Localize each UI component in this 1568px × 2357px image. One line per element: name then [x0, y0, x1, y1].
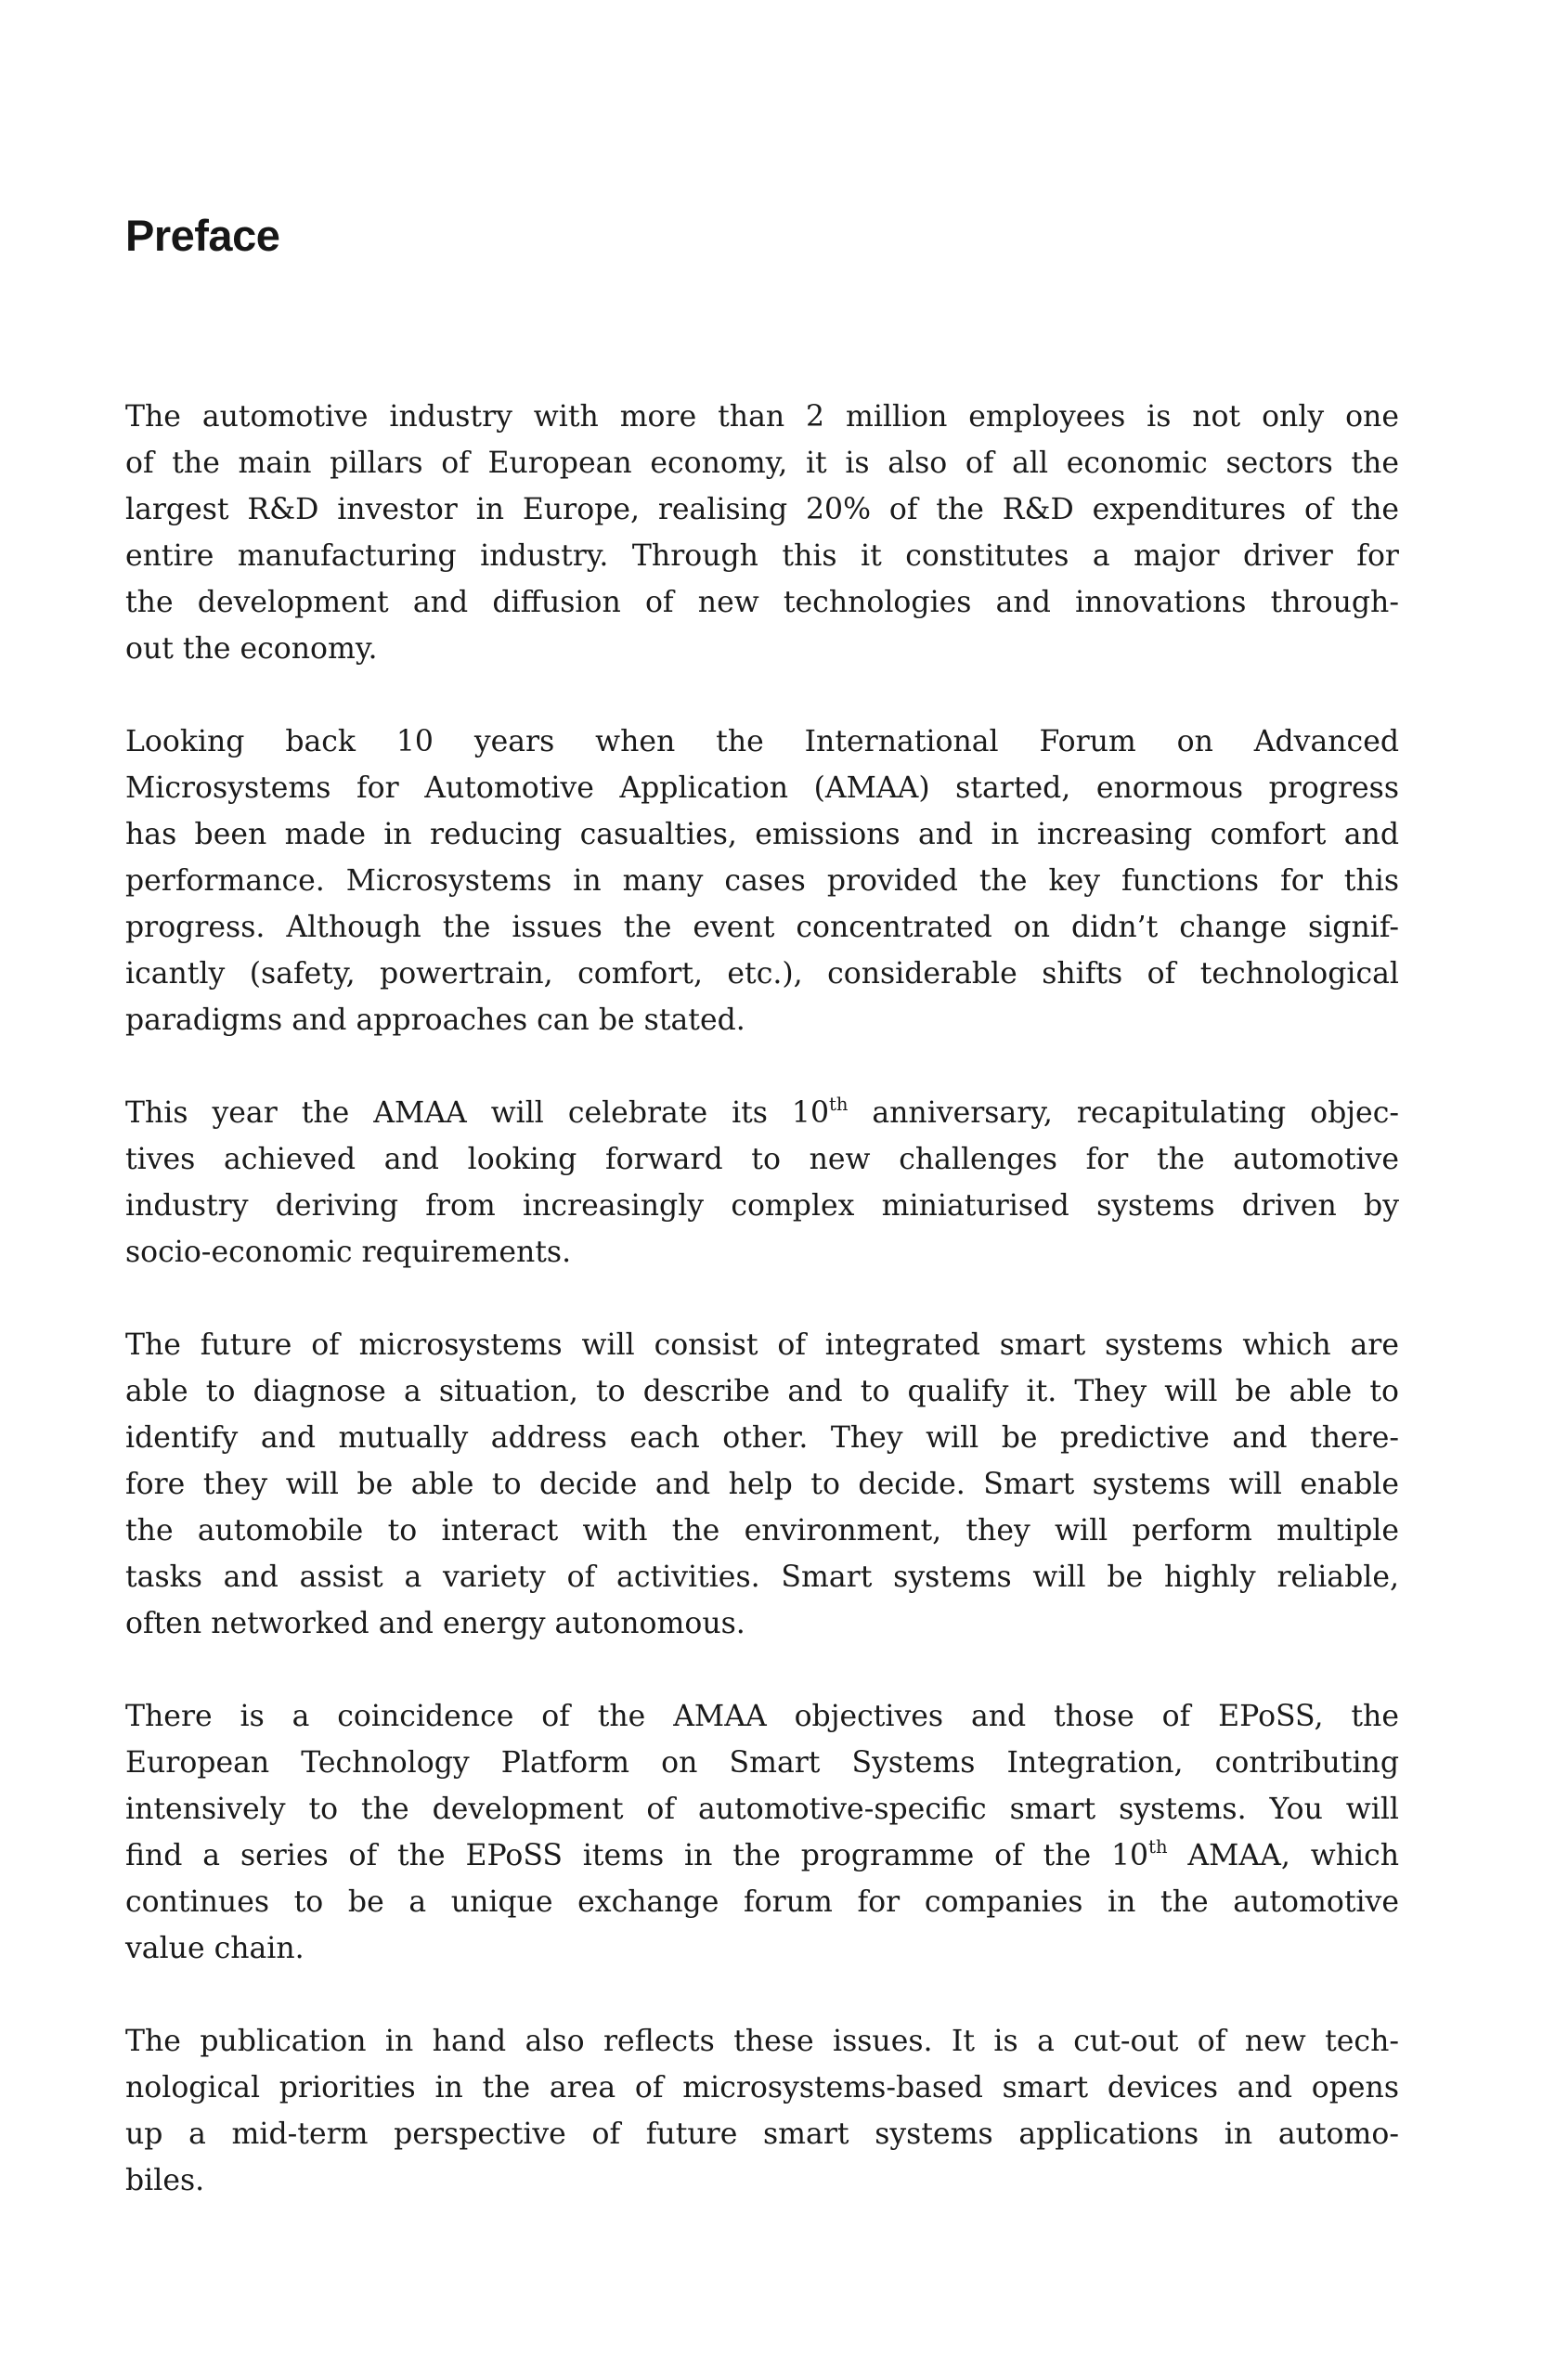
text-line: industry deriving from increasingly complex miniaturised systems driven by	[125, 1189, 1399, 1223]
text-line: has been made in reducing casualties, emissions and in increasing comfort and	[125, 818, 1399, 851]
text-line: often networked and energy autonomous.	[125, 1607, 745, 1640]
page-title: Preface	[125, 211, 280, 260]
text-line: The future of microsystems will consist of integrated smart systems which are	[125, 1328, 1399, 1362]
paragraph	[125, 394, 1399, 672]
text-line: socio-economic requirements.	[125, 1236, 572, 1269]
text-line: icantly (safety, powertrain, comfort, etc.), considerable shifts of technological	[125, 957, 1399, 991]
ordinal-superscript: th	[829, 1093, 849, 1115]
text-line: of the main pillars of European economy, it is also of all economic sectors the	[125, 447, 1399, 480]
text-line: The publication in hand also reflects these issues. It is a cut-out of new tech-	[125, 2025, 1399, 2058]
text-line: value chain.	[125, 1932, 305, 1965]
text-line: tasks and assist a variety of activities. Smart systems will be highly reliable,	[125, 1561, 1399, 1594]
text-line: This year the AMAA will celebrate its 10th anniversary, recapitulating objec-	[125, 1093, 1399, 1130]
text-line: up a mid-term perspective of future smart systems applications in automo-	[125, 2117, 1399, 2151]
text-line: Looking back 10 years when the International Forum on Advanced	[125, 725, 1399, 758]
text-line: find a series of the EPoSS items in the programme of the 10th AMAA, which	[125, 1835, 1399, 1872]
text-line: There is a coincidence of the AMAA objectives and those of EPoSS, the	[125, 1700, 1399, 1733]
text-line: entire manufacturing industry. Through this it constitutes a major driver for	[125, 539, 1399, 573]
text-line: The automotive industry with more than 2 million employees is not only one	[125, 400, 1399, 434]
ordinal-superscript: th	[1148, 1835, 1168, 1858]
text-line: European Technology Platform on Smart Systems Integration, contributing	[125, 1746, 1399, 1780]
text-line: identify and mutually address each other. They will be predictive and there-	[125, 1421, 1399, 1455]
paragraph	[125, 1693, 1399, 1972]
text-line: out the economy.	[125, 632, 378, 666]
text-line: biles.	[125, 2164, 205, 2197]
text-line: Microsystems for Automotive Application (AMAA) started, enormous progress	[125, 771, 1399, 805]
text-line: the development and diffusion of new technologies and innovations through-	[125, 586, 1399, 619]
text-line: fore they will be able to decide and help to decide. Smart systems will enable	[125, 1468, 1399, 1501]
text-line: intensively to the development of automotive-specific smart systems. You will	[125, 1793, 1399, 1826]
text-line: able to diagnose a situation, to describe and to qualify it. They will be able to	[125, 1375, 1399, 1408]
text-line: tives achieved and looking forward to new challenges for the automotive	[125, 1143, 1399, 1176]
paragraph	[125, 1090, 1399, 1276]
text-line: progress. Although the issues the event concentrated on didn’t change signif-	[125, 911, 1399, 944]
paragraph	[125, 2018, 1399, 2204]
preface-body	[125, 394, 1399, 2204]
paragraph	[125, 719, 1399, 1043]
text-line: the automobile to interact with the environment, they will perform multiple	[125, 1514, 1399, 1548]
text-line: nological priorities in the area of microsystems-based smart devices and opens	[125, 2071, 1399, 2104]
text-line: paradigms and approaches can be stated.	[125, 1004, 745, 1037]
paragraph	[125, 1322, 1399, 1647]
text-line: continues to be a unique exchange forum for companies in the automotive	[125, 1885, 1399, 1919]
text-line: performance. Microsystems in many cases provided the key functions for this	[125, 864, 1399, 898]
text-line: largest R&D investor in Europe, realising 20% of the R&D expenditures of the	[125, 493, 1399, 526]
